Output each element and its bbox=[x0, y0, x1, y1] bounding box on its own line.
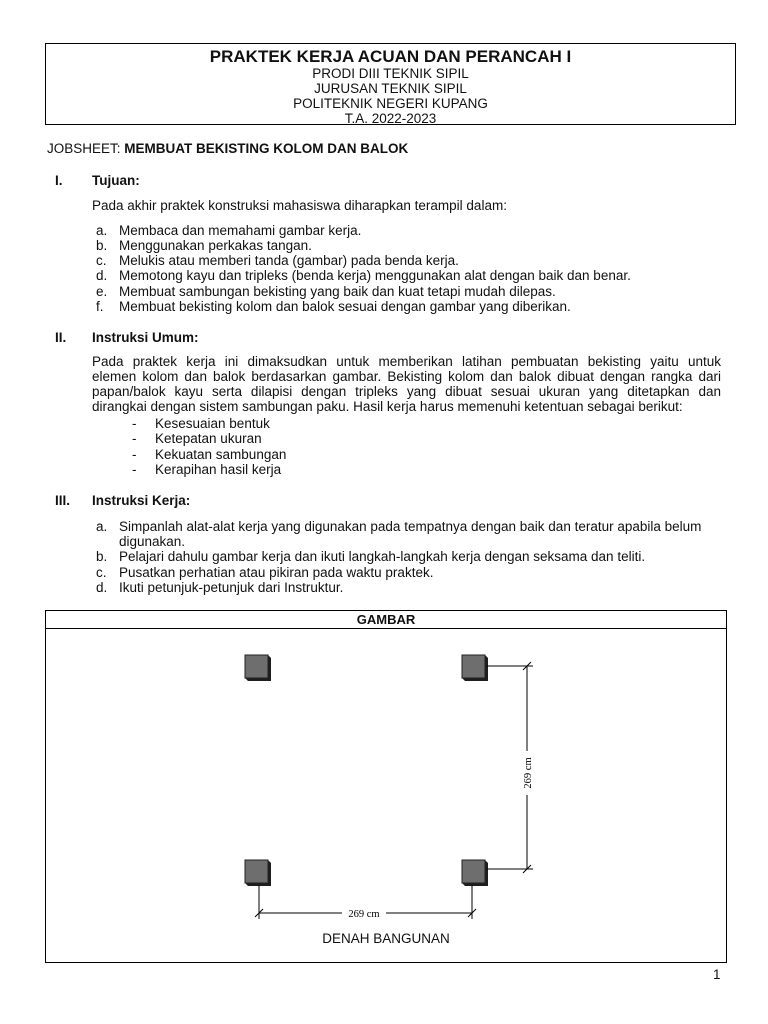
column-top-left bbox=[245, 655, 271, 681]
section1-item-letter: d. bbox=[96, 268, 108, 283]
bullet-mark: - bbox=[132, 447, 137, 462]
document-header bbox=[45, 43, 736, 125]
section3-item-text: Simpanlah alat-alat kerja yang digunakan pada tempatnya dengan baik dan teratur apabila belum bbox=[119, 519, 702, 534]
section1-item-letter: f. bbox=[96, 299, 104, 314]
dimension-vertical-label: 269 cm bbox=[523, 757, 534, 789]
section3-item-continuation: digunakan. bbox=[119, 534, 186, 549]
header-line-prodi: PRODI DIII TEKNIK SIPIL bbox=[312, 66, 469, 81]
drawing-caption: DENAH BANGUNAN bbox=[322, 931, 450, 946]
section2-heading: Instruksi Umum: bbox=[92, 330, 199, 345]
section3-item-letter: d. bbox=[96, 580, 108, 595]
section3-item-letter: b. bbox=[96, 549, 108, 564]
header-line-politeknik: POLITEKNIK NEGERI KUPANG bbox=[293, 96, 488, 111]
page-number: 1 bbox=[713, 967, 721, 982]
header-line-jurusan: JURUSAN TEKNIK SIPIL bbox=[314, 81, 467, 96]
bullet-item: Kekuatan sambungan bbox=[155, 447, 287, 462]
bullet-mark: - bbox=[132, 416, 137, 431]
section1-item-letter: e. bbox=[96, 284, 108, 299]
section1-number: I. bbox=[55, 173, 63, 188]
section3-item-text: Pusatkan perhatian atau pikiran pada waktu praktek. bbox=[119, 565, 434, 580]
section1-intro: Pada akhir praktek konstruksi mahasiswa diharapkan terampil dalam: bbox=[92, 198, 507, 213]
section1-item-text: Memotong kayu dan tripleks (benda kerja) menggunakan alat dengan baik dan benar. bbox=[119, 268, 631, 283]
jobsheet-title: MEMBUAT BEKISTING KOLOM DAN BALOK bbox=[124, 141, 409, 156]
section1-item-text: Membuat bekisting kolom dan balok sesuai dengan gambar yang diberikan. bbox=[119, 299, 571, 314]
column-bottom-right bbox=[462, 860, 488, 886]
section3-item-text: Ikuti petunjuk-petunjuk dari Instruktur. bbox=[119, 580, 344, 595]
bullet-item: Kesesuaian bentuk bbox=[155, 416, 270, 431]
column-bottom-left bbox=[245, 860, 271, 886]
jobsheet-label: JOBSHEET: bbox=[47, 141, 125, 156]
paragraph-line: Pada praktek kerja ini dimaksudkan untuk memberikan latihan pembuatan bekisting yaitu untuk bbox=[92, 354, 721, 369]
gambar-box bbox=[45, 610, 727, 963]
bullet-mark: - bbox=[132, 431, 137, 446]
section1-item-letter: a. bbox=[96, 223, 108, 238]
section1-item-text: Membuat sambungan bekisting yang baik dan kuat tetapi mudah dilepas. bbox=[119, 284, 556, 299]
paragraph-line: elemen kolom dan balok berdasarkan gambar. Bekisting kolom dan balok dibuat dengan rangka dari bbox=[92, 369, 721, 384]
bullet-mark: - bbox=[132, 462, 137, 477]
section1-item-letter: c. bbox=[96, 253, 107, 268]
column-top-right bbox=[462, 655, 488, 681]
section2-paragraph bbox=[92, 354, 721, 414]
section1-item-text: Melukis atau memberi tanda (gambar) pada benda kerja. bbox=[119, 253, 459, 268]
section1-item-letter: b. bbox=[96, 238, 108, 253]
header-line-year: T.A. 2022-2023 bbox=[344, 111, 437, 126]
section3-heading: Instruksi Kerja: bbox=[92, 493, 191, 508]
section1-item-text: Menggunakan perkakas tangan. bbox=[119, 238, 312, 253]
section1-heading: Tujuan: bbox=[92, 173, 140, 188]
section1-item-text: Membaca dan memahami gambar kerja. bbox=[119, 223, 362, 238]
dimension-horizontal-label: 269 cm bbox=[348, 909, 380, 920]
floor-plan-drawing bbox=[46, 611, 728, 964]
document-title: PRAKTEK KERJA ACUAN DAN PERANCAH I bbox=[209, 47, 572, 66]
bullet-item: Kerapihan hasil kerja bbox=[155, 462, 282, 477]
paragraph-line: dirangkai dengan sistem sambungan paku. Hasil kerja harus memenuhi ketentuan sebagai berikut: bbox=[92, 399, 683, 414]
section3-number: III. bbox=[55, 493, 71, 508]
section3-item-letter: c. bbox=[96, 565, 107, 580]
section2-number: II. bbox=[55, 330, 67, 345]
section3-item-text: Pelajari dahulu gambar kerja dan ikuti langkah-langkah kerja dengan seksama dan teliti. bbox=[119, 549, 646, 564]
paragraph-line: papan/balok kayu serta dilapisi dengan tripleks yang dibuat sesuai ukuran yang ditetapkan dan bbox=[92, 384, 721, 399]
section3-item-letter: a. bbox=[96, 519, 108, 534]
jobsheet-line bbox=[47, 141, 408, 156]
bullet-item: Ketepatan ukuran bbox=[155, 431, 262, 446]
gambar-heading: GAMBAR bbox=[46, 611, 726, 629]
